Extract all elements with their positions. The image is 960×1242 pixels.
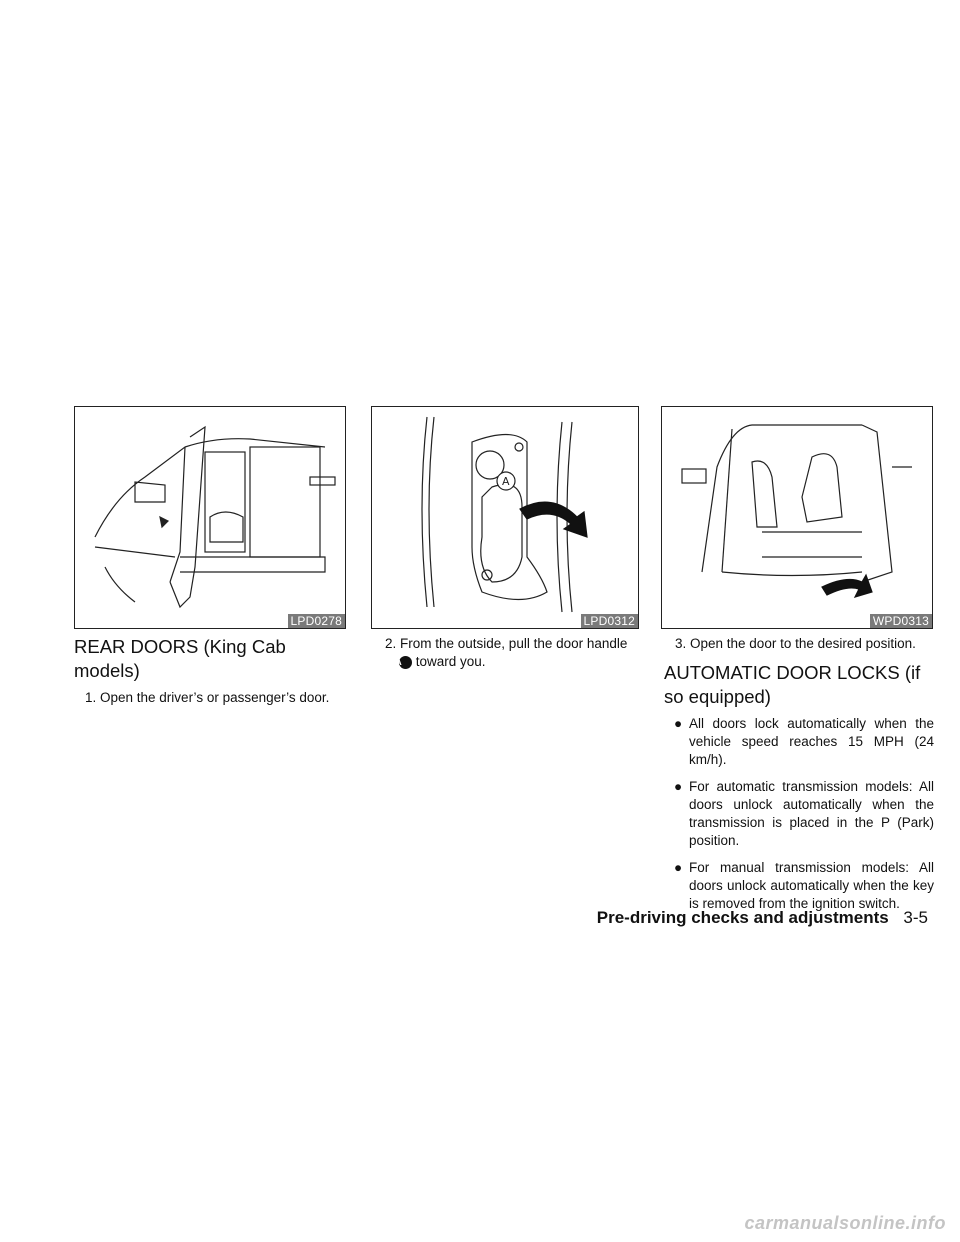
step-2-text: 2. From the outside, pull the door handle: [385, 636, 628, 651]
figure-code: WPD0313: [870, 614, 932, 628]
list-item: ● For manual transmission models: All doors unlock automatically when the key is removed from the ignition switch.: [674, 860, 934, 911]
bullet-icon: ●: [674, 716, 683, 731]
page-footer: [597, 908, 928, 928]
step-1: 1. Open the driver’s or passenger’s door.: [85, 690, 330, 705]
door-handle-illustration: [372, 407, 639, 629]
heading-rear-doors: REAR DOORS (King Cab models): [74, 636, 286, 681]
callout-a: A: [502, 475, 510, 488]
auto-locks-list: [664, 715, 934, 913]
list-item: ● All doors lock automatically when the vehicle speed reaches 15 MPH (24 km/h).: [674, 716, 934, 767]
truck-door-open-illustration: [662, 407, 933, 629]
bullet-icon: ●: [674, 860, 683, 875]
figure-code: LPD0312: [581, 614, 638, 628]
figure-code: LPD0278: [288, 614, 345, 628]
step-3: 3. Open the door to the desired position.: [675, 636, 916, 651]
callout-a-marker: A: [399, 656, 412, 669]
figure-rear-door: [74, 406, 346, 629]
truck-rear-door-illustration: [75, 407, 346, 629]
page-number: 3-5: [903, 908, 928, 927]
column-step-2: [374, 635, 638, 671]
step-2: [374, 635, 638, 671]
watermark: carmanualsonline.info: [744, 1213, 946, 1233]
column-auto-locks: [664, 635, 934, 922]
bullet-icon: ●: [674, 779, 683, 794]
figure-door-handle: [371, 406, 639, 629]
list-item: ● For automatic transmission models: All doors unlock automatically when the transmission is placed in the P (Park) position.: [674, 779, 934, 848]
figure-door-open: [661, 406, 933, 629]
section-title: Pre-driving checks and adjustments: [596, 908, 889, 927]
column-rear-doors: [74, 635, 346, 707]
step-2-text-end: toward you.: [415, 654, 486, 669]
heading-auto-locks: AUTOMATIC DOOR LOCKS (if so equipped): [664, 662, 921, 707]
